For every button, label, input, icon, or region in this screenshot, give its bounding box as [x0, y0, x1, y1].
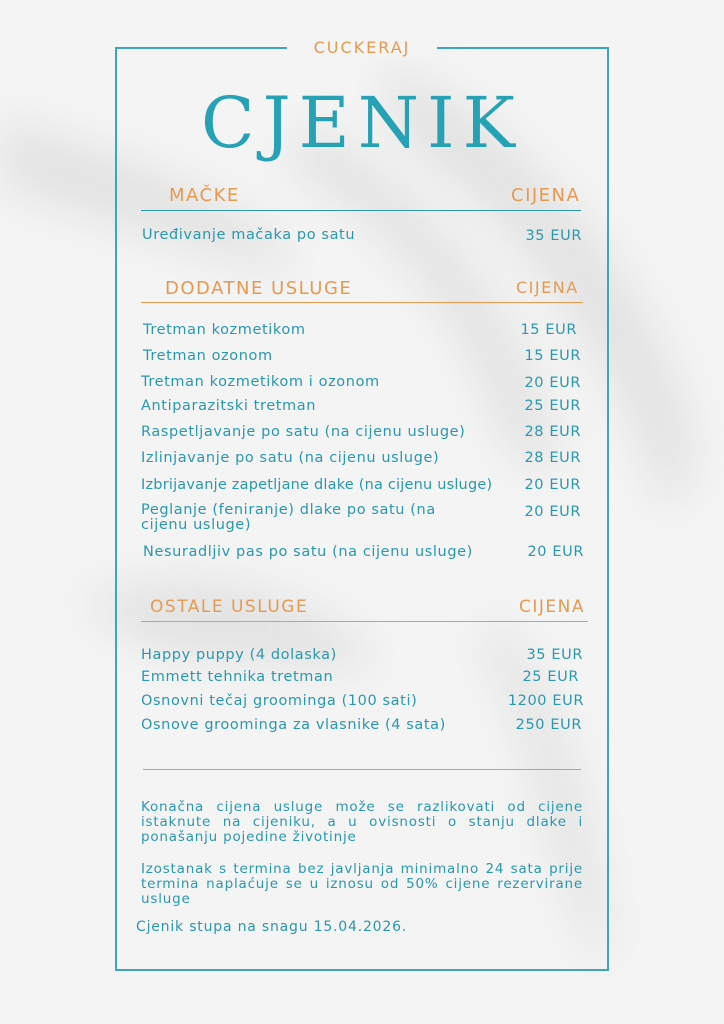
list-item: Peglanje (feniranje) dlake po satu (na cijenu usluge) [141, 502, 436, 533]
list-item: Tretman kozmetikom [143, 322, 306, 338]
section-rule-macke [141, 210, 581, 211]
item-price: 20 EUR [527, 544, 584, 560]
item-price: 250 EUR [515, 717, 582, 733]
list-item: Nesuradljiv pas po satu (na cijenu usluge) [143, 544, 473, 560]
item-price: 28 EUR [524, 424, 581, 440]
list-item: Tretman ozonom [143, 348, 273, 364]
item-price: 20 EUR [524, 504, 581, 520]
item-price: 25 EUR [524, 398, 581, 414]
list-item: Happy puppy (4 dolaska) [141, 647, 337, 663]
section-rule-ostale-usluge [141, 621, 588, 622]
item-price: 20 EUR [524, 477, 581, 493]
item-price: 15 EUR [520, 322, 577, 338]
page-title: CJENIK [201, 82, 523, 164]
item-price: 28 EUR [524, 450, 581, 466]
list-item: Emmett tehnika tretman [141, 669, 334, 685]
section-heading-ostale-usluge: OSTALE USLUGE [150, 597, 309, 617]
list-item: Izbrijavanje zapetljane dlake (na cijenu usluge) [141, 477, 493, 493]
footer-divider [143, 769, 581, 770]
note-final-price: Konačna cijena usluge može se razlikovati od cijene istaknute na cijeniku, a u ovisnosti o stanju dlake i ponašanju pojedine životinje [141, 799, 583, 845]
list-item: Izlinjavanje po satu (na cijenu usluge) [141, 450, 440, 466]
list-item: Osnove groominga za vlasnike (4 sata) [141, 717, 446, 733]
item-price: 25 EUR [522, 669, 579, 685]
list-item: Osnovni tečaj groominga (100 sati) [141, 693, 418, 709]
list-item: Uređivanje mačaka po satu [142, 227, 356, 243]
section-rule-dodatne-usluge [141, 302, 583, 303]
section-price-heading-dodatne-usluge: CIJENA [516, 278, 579, 297]
list-item: Raspetljavanje po satu (na cijenu usluge) [141, 424, 466, 440]
section-heading-macke: MAČKE [169, 185, 240, 206]
section-price-heading-macke: CIJENA [511, 185, 581, 206]
brand-name: CUCKERAJ [287, 38, 437, 57]
list-item: Tretman kozmetikom i ozonom [141, 374, 380, 390]
note-cancellation: Izostanak s termina bez javljanja minimalno 24 sata prije termina naplaćuje se u iznosu od 50% cijene rezervirane usluge [141, 861, 583, 907]
item-price: 1200 EUR [507, 693, 584, 709]
section-price-heading-ostale-usluge: CIJENA [519, 597, 585, 617]
item-price: 15 EUR [524, 348, 581, 364]
effective-date: Cjenik stupa na snagu 15.04.2026. [136, 919, 408, 935]
section-heading-dodatne-usluge: DODATNE USLUGE [165, 278, 353, 299]
item-price: 35 EUR [526, 647, 583, 663]
list-item: Antiparazitski tretman [141, 398, 317, 414]
item-price: 35 EUR [525, 228, 582, 244]
item-price: 20 EUR [524, 375, 581, 391]
